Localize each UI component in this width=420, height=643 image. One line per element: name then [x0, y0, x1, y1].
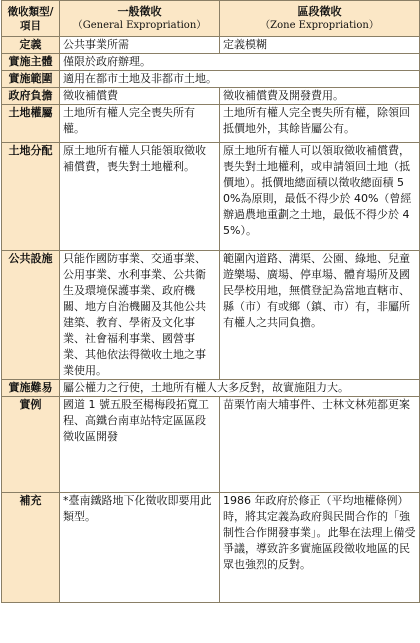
header-zone: [220, 1, 420, 37]
row-label: 公共設施: [2, 251, 60, 380]
header-label-line2: 項目: [20, 19, 41, 32]
cell-general: 土地所有權人完全喪失所有權。: [60, 105, 220, 143]
cell-general: 原土地所有權人只能領取徵收補償費，喪失對土地權利。: [60, 143, 220, 251]
table-row-implementer: [2, 54, 420, 71]
cell-zone: 土地所有權人完全喪失所有權，除領回抵價地外，其餘皆屬公有。: [220, 105, 420, 143]
header-row-label: [2, 1, 60, 37]
cell-zone: 徵收補償費及開發費用。: [220, 88, 420, 105]
cell-span: 適用在都市土地及非都市土地。: [60, 71, 420, 88]
table-row-definition: [2, 37, 420, 54]
cell-span: 僅限於政府辦理。: [60, 54, 420, 71]
row-label: 實例: [2, 397, 60, 493]
row-label: 補充: [2, 493, 60, 603]
cell-zone: 範圍內道路、溝渠、公園、綠地、兒童遊樂場、廣場、停車場、體育場所及國民學校用地，無償登記為當地直轄市、縣（市）有或鄉（鎮、市）有，非屬所有權人之共同負擔。: [220, 251, 420, 380]
table-row-public-facilities: [2, 251, 420, 380]
cell-zone: 苗栗竹南大埔事件、士林文林苑都更案: [220, 397, 420, 493]
cell-zone: 1986 年政府於修正（平均地權條例）時，將其定義為政府與民間合作的「強制性合作開發事業」。此舉在法理上備受爭議，導致許多實施區段徵收地區的民眾也強烈的反對。: [220, 493, 420, 603]
cell-general: 只能作國防事業、交通事業、公用事業、水利事業、公共衛生及環境保護事業、政府機關、地方自治機關及其他公共建築、教育、學術及文化事業、社會福利事業、國營事業、其他依法得徵收土地之事業使用。: [60, 251, 220, 380]
cell-zone: 原土地所有權人可以領取徵收補償費，喪失對土地權利，或申請領回土地（抵價地）。抵價地總面積以徵收總面積 50%為原則，最低不得少於 40%（曾經辦過農地重劃之土地，最低不得少於 45%）。: [220, 143, 420, 251]
row-label: 定義: [2, 37, 60, 54]
header-general: [60, 1, 220, 37]
cell-span: 屬公權力之行使，土地所有權人大多反對，故實施阻力大。: [60, 380, 420, 397]
row-label: 實施主體: [2, 54, 60, 71]
row-label: 實施範圍: [2, 71, 60, 88]
header-zone-en: （Zone Expropriation）: [260, 19, 379, 31]
cell-general: 國道 1 號五股至楊梅段拓寬工程、高鐵台南車站特定區區段徵收區開發: [60, 397, 220, 493]
table-row-supplement: [2, 493, 420, 603]
cell-zone: 定義模糊: [220, 37, 420, 54]
row-label: 實施難易: [2, 380, 60, 397]
cell-general: *臺南鐵路地下化徵收即要用此類型。: [60, 493, 220, 603]
expropriation-comparison-table: [1, 0, 420, 603]
cell-general: 徵收補償費: [60, 88, 220, 105]
cell-general: 公共事業所需: [60, 37, 220, 54]
table-row-difficulty: [2, 380, 420, 397]
header-row: [2, 1, 420, 37]
table-row-land-allocation: [2, 143, 420, 251]
row-label: 土地分配: [2, 143, 60, 251]
row-label: 政府負擔: [2, 88, 60, 105]
table-row-government-burden: [2, 88, 420, 105]
table-row-examples: [2, 397, 420, 493]
header-general-en: （General Expropriation）: [72, 19, 207, 31]
header-general-zh: 一般徵收: [117, 4, 162, 18]
table-row-ownership: [2, 105, 420, 143]
table-row-scope: [2, 71, 420, 88]
header-zone-zh: 區段徵收: [297, 4, 342, 18]
row-label: 土地權屬: [2, 105, 60, 143]
header-label-line1: 徵收類型/: [7, 5, 54, 18]
